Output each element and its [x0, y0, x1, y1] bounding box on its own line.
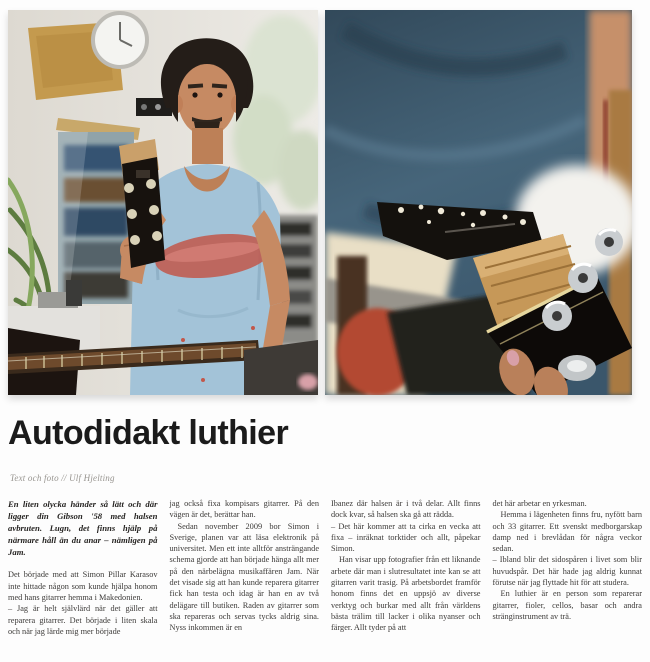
paragraph: Han visar upp fotografier från ett liknande arbete där man i slutresultatet inte kan se att gitarren varit trasig. På arbetsbordet framför honom finns det en uppsjö av diverse verktyg och burkar med allt från världens bästa trälim till lacker i olika nyanser och färger. Allt tyder på att	[331, 555, 481, 633]
paragraph: Sedan november 2009 bor Simon i Sverige, planen var att läsa elektronik på universitet. Men ett inte alltför ansträngande schema gjorde att han började hänga allt mer på den närbelägna musikaffären Jam. När det visade sig att han kunde reparera gitarrer fick han testa och idag är han en av två delägare till butiken. Raden av gitarrer som ska repareras och servas tycks aldrig sina. Nyss inkommen är en	[169, 521, 319, 633]
photo-row	[8, 10, 632, 395]
text-column-4	[493, 498, 643, 637]
wall-clock	[93, 13, 147, 67]
paragraph: En luthier är en person som reparerar gitarrer, fioler, cellos, basar och andra stränginstrument av trä.	[492, 589, 642, 621]
photo-luthier-portrait	[8, 10, 318, 395]
paragraph: jag också fixa kompisars gitarrer. På den vägen är det, berättar han.	[169, 499, 319, 520]
paragraph: det här arbetar en yrkesman.	[492, 499, 587, 508]
text-column-2	[170, 498, 320, 637]
headline: Autodidakt luthier	[8, 414, 289, 452]
text-column-1	[8, 498, 158, 637]
paragraph: Det började med att Simon Pillar Karasov inte hittade någon som kunde hjälpa honom med hans gitarrer hemma i Makedonien.	[8, 570, 158, 603]
paragraph: Hemma i lägenheten finns fru, nyfött barn och 33 gitarrer. Ett svenskt medborgarskap damp ned i brevlådan för några veckor sedan.	[492, 510, 642, 554]
paragraph: – Jag är helt självlärd när det gäller att reparera gitarrer. Det började i liten skala och när jag lärde mig mer började	[8, 604, 158, 636]
lead-paragraph: En liten olycka händer så lätt och där ligger din Gibson '58 med halsen avbruten. Lugn, det finns hjälp på närmare håll än du anar – nämligen på Jam.	[8, 499, 158, 558]
paragraph: – Det här kommer att ta cirka en vecka att fixa – inräknat torktider och allt, påpekar Simon.	[331, 521, 481, 554]
photo-broken-headstock	[325, 10, 632, 395]
article-body	[8, 498, 642, 637]
neck	[192, 128, 223, 164]
paragraph: – Ibland blir det sidospåren i livet som blir huvudspår. Det här hade jag aldrig kunnat förutse när jag flyttade hit för att studera.	[492, 555, 642, 588]
text-column-3	[331, 498, 481, 637]
byline: Text och foto // Ulf Hjelting	[10, 473, 115, 483]
paragraph: Ibanez där halsen är i två delar. Allt finns dock kvar, så halsen ska gå att rädda.	[331, 499, 481, 520]
